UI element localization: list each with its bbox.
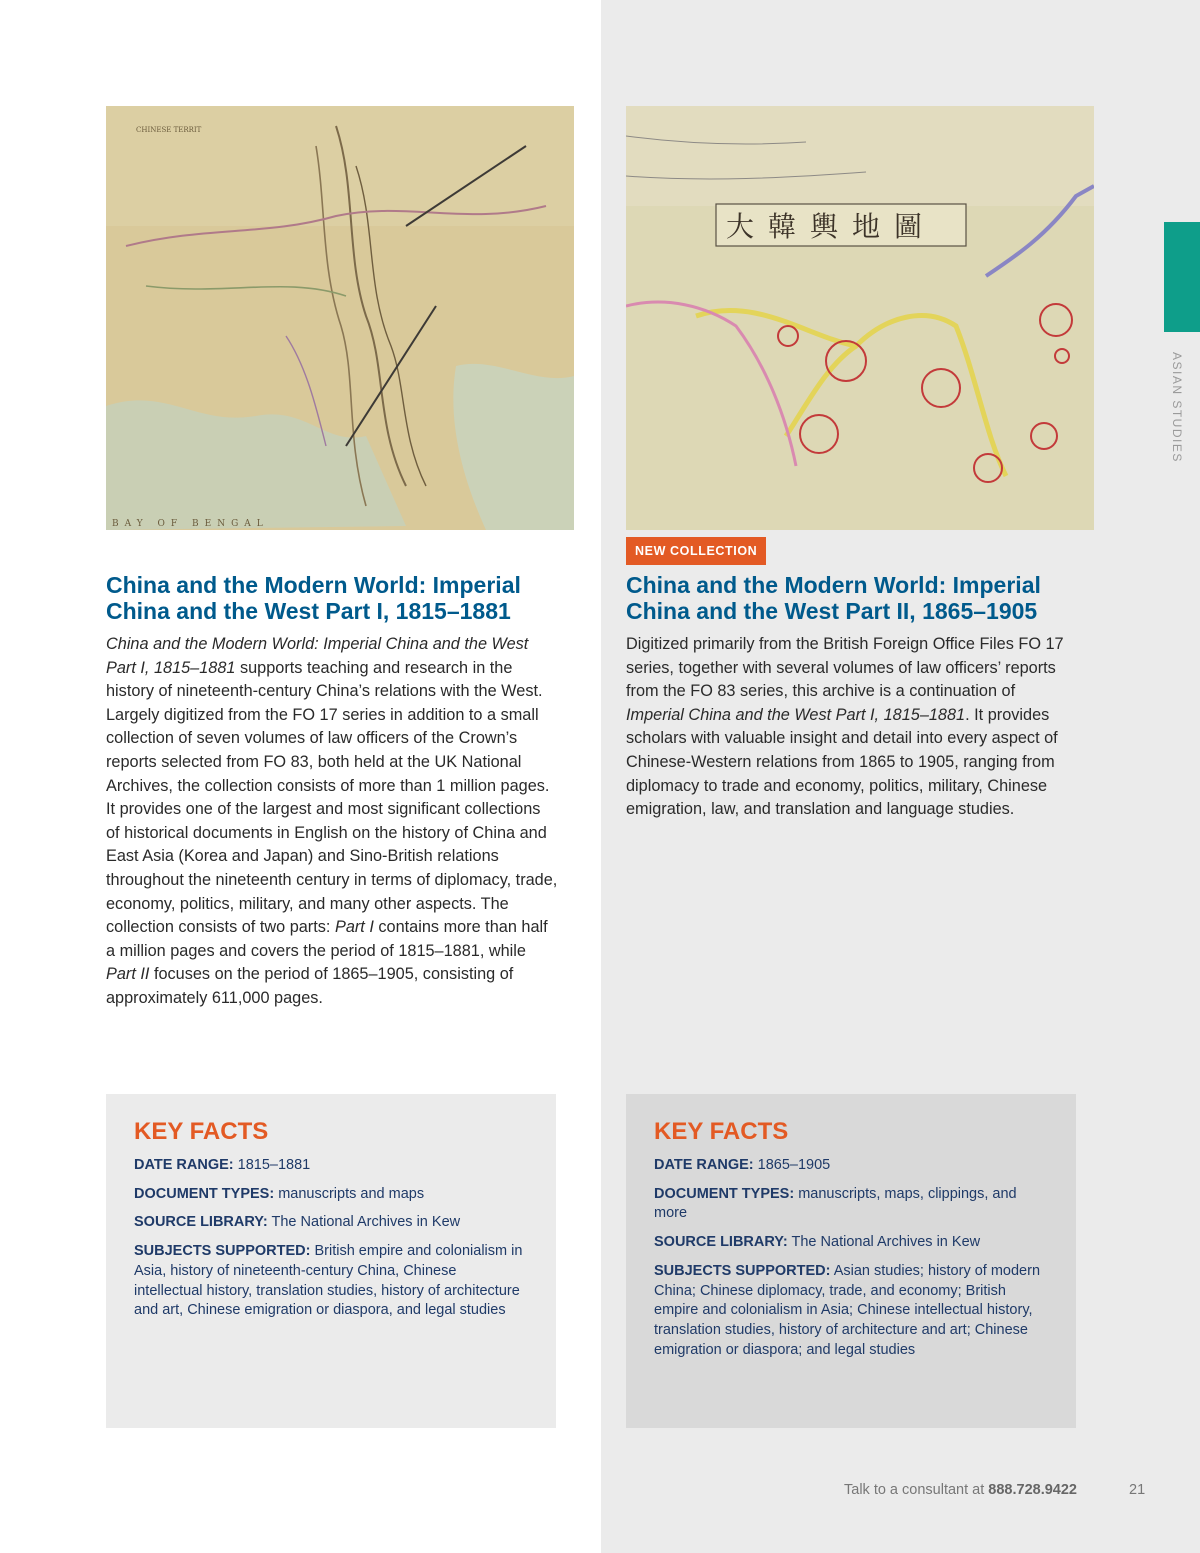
right-collection-description (626, 633, 1064, 822)
right-collection-title: China and the Modern World: Imperial China and the West Part II, 1865–1905 (626, 572, 1041, 624)
fact-label: SOURCE LIBRARY: (654, 1234, 788, 1251)
left-collection-title: China and the Modern World: Imperial China and the West Part I, 1815–1881 (106, 572, 521, 624)
footer-text: Talk to a consultant at (844, 1482, 989, 1498)
right-map-title-text: 大韓輿地圖 (726, 210, 937, 243)
section-side-label: ASIAN STUDIES (1170, 352, 1184, 463)
left-map-image (106, 106, 574, 530)
left-desc-italic-title: China and the Modern World: Imperial China and the West Part I, 1815–1881 (106, 635, 529, 677)
fact-value: 1815–1881 (237, 1157, 311, 1173)
right-desc-text: Digitized primarily from the British Foreign Office Files FO 17 series, together with several volumes of law officers’ reports from the FO 83 series, this archive is a continuation of (626, 635, 1064, 701)
new-collection-badge: NEW COLLECTION (626, 537, 766, 565)
fact-subjects-supported (134, 1242, 528, 1321)
fact-label: SUBJECTS SUPPORTED: (654, 1262, 831, 1279)
fact-label: DATE RANGE: (654, 1157, 754, 1173)
fact-value: British empire and colonialism in Asia, history of nineteenth-century China, Chinese intellectual history, translation studies, history of architecture and art, Chinese emigration or diaspora, and legal studies (134, 1243, 523, 1319)
fact-value: manuscripts, maps, clippings, and more (654, 1185, 1017, 1222)
left-desc-text: contains more than half a million pages and covers the period of 1815–1881, while (106, 918, 548, 960)
section-tab-marker (1164, 222, 1200, 332)
left-desc-part2: Part II (106, 965, 150, 984)
fact-label: DATE RANGE: (134, 1157, 234, 1173)
fact-label: SUBJECTS SUPPORTED: (134, 1243, 311, 1260)
page-number: 21 (1129, 1482, 1146, 1498)
fact-document-types (134, 1185, 528, 1205)
left-collection-description (106, 633, 558, 1011)
fact-document-types (654, 1185, 1048, 1224)
fact-label: DOCUMENT TYPES: (134, 1185, 275, 1202)
fact-value: Asian studies; history of modern China; Chinese diplomacy, trade, and economy; British empire and colonialism in Asia; Chinese intellectual history, translation studies, history of architecture and art; Chinese emigration or diaspora; and legal studies (654, 1262, 1041, 1358)
right-desc-text: . It provides scholars with valuable insight and detail into every aspect of Chinese-Western relations from 1865 to 1905, ranging from diplomacy to trade and economy, politics, military, Chinese emigration, law, and translation and language studies. (626, 705, 1058, 819)
fact-value: manuscripts and maps (278, 1185, 425, 1202)
left-desc-part1: Part I (334, 918, 374, 937)
key-facts-heading: KEY FACTS (654, 1118, 789, 1145)
left-desc-text: supports teaching and research in the history of nineteenth-century China’s relations with the West. Largely digitized from the FO 17 series in addition to a small collection of seven volumes of law officers of the Crown’s reports selected from FO 83, both held at the UK National Archives, the collection consists of more than 1 million pages. It provides one of the largest and most significant collections of historical documents in English on the history of China and East Asia (Korea and Japan) and Sino-British relations throughout the nineteenth century in terms of diplomacy, trade, economy, politics, military, and many other aspects. The collection consists of two parts: (106, 658, 558, 937)
footer-consultant-line (844, 1482, 1077, 1498)
fact-source-library (134, 1213, 528, 1233)
fact-value: The National Archives in Kew (791, 1234, 981, 1251)
fact-source-library (654, 1233, 1048, 1253)
left-map-label-top: CHINESE TERRIT (136, 126, 202, 134)
fact-date-range (654, 1156, 1048, 1176)
left-map-label-bay: BAY OF BENGAL (112, 519, 269, 529)
key-facts-heading: KEY FACTS (134, 1118, 269, 1145)
fact-date-range (134, 1156, 528, 1176)
right-map-image (626, 106, 1094, 530)
left-desc-text: focuses on the period of 1865–1905, consisting of approximately 611,000 pages. (106, 965, 514, 1007)
left-key-facts-box (106, 1094, 556, 1428)
fact-subjects-supported (654, 1262, 1048, 1361)
right-key-facts-box (626, 1094, 1076, 1428)
fact-label: SOURCE LIBRARY: (134, 1214, 268, 1231)
fact-value: The National Archives in Kew (271, 1214, 461, 1231)
consultant-phone-number[interactable]: 888.728.9422 (988, 1482, 1077, 1498)
right-desc-italic-title: Imperial China and the West Part I, 1815–1881 (626, 705, 966, 724)
fact-value: 1865–1905 (757, 1157, 831, 1173)
fact-label: DOCUMENT TYPES: (654, 1185, 795, 1202)
